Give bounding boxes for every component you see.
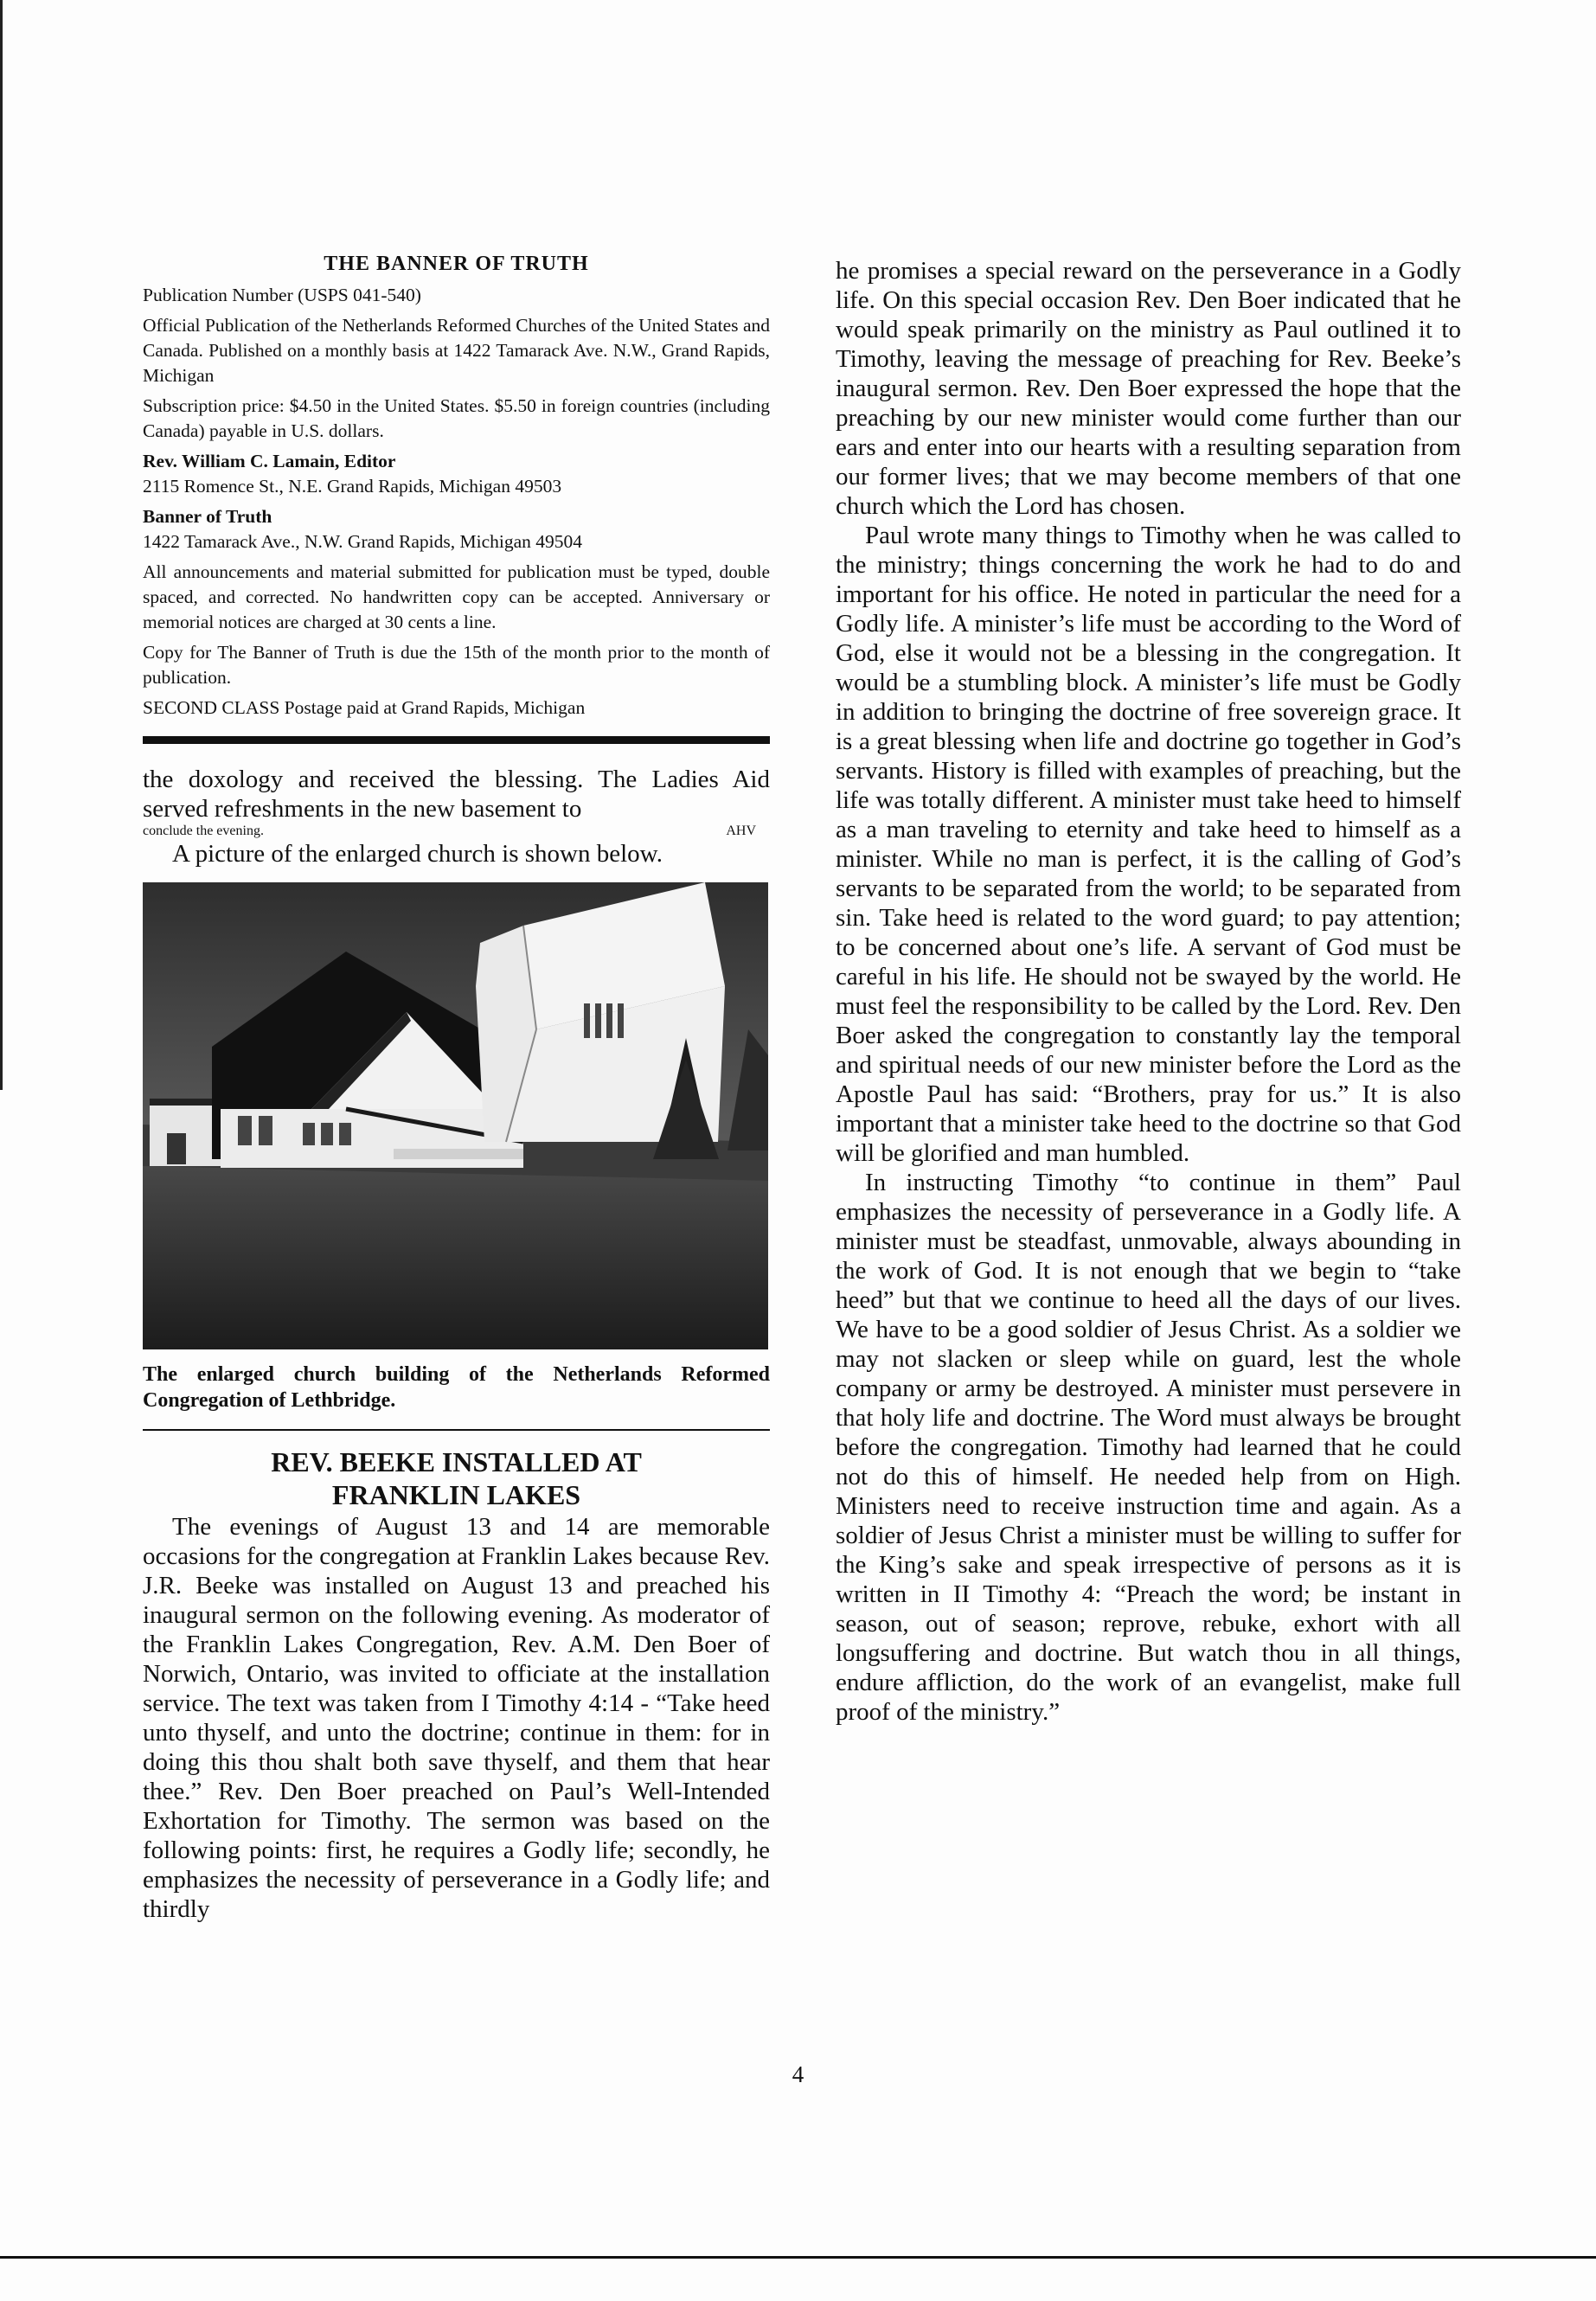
banner-address: 1422 Tamarack Ave., N.W. Grand Rapids, Michigan 49504: [143, 531, 583, 552]
page-number: 4: [792, 2061, 804, 2087]
article-paragraph-1: The evenings of August 13 and 14 are memorable occasions for the congregation at Franklin Lakes because Rev. J.R. Beeke was installed on August 13 and preached his inaugural sermon on the following evening. As moderator of the Franklin Lakes Congregation, Rev. A.M. Den Boer of Norwich, Ontario, was invited to officiate at the installation service. The text was taken from I Timothy 4:14 - “Take heed unto thyself, and unto the doctrine; continue in them: for in doing this thou shalt both save thyself, and them that hear thee.” Rev. Den Boer preached on Paul’s Well-Intended Exhortation for Timothy. The sermon was based on the following points: first, he requires a Godly life; secondly, he emphasizes the necessity of perseverance in a Godly life; and thirdly: [143, 1513, 770, 1923]
bottom-edge-rule: [0, 2256, 1596, 2259]
article-paragraph-2: he promises a special reward on the perseverance in a Godly life. On this special occasion Rev. Den Boer indicated that he would speak primarily on the ministry as Paul outlined it to Timothy, leaving the message of preaching for Rev. Beeke’s inaugural sermon. Rev. Den Boer expressed the hope that the preaching by our new minister would come further than our ears and enter into our hearts with a resulting separation from our former lives; that we may become members of that one church which the Lord has chosen.: [836, 257, 1461, 520]
masthead: [143, 253, 770, 721]
publication-number: Publication Number (USPS 041-540): [143, 285, 421, 305]
postage-notice: SECOND CLASS Postage paid at Grand Rapids, Michigan: [143, 697, 586, 718]
lethbridge-paragraph-main: the doxology and received the blessing. The Ladies Aid served refreshments in the new basement to: [143, 766, 770, 823]
article-paragraph-4: In instructing Timothy “to continue in them” Paul emphasizes the necessity of perseverance in a Godly life. A minister must be steadfast, unmovable, always abounding in the work of God. It is not enough that we begin to “take heed” but that we continue to heed all the days of our lives. We have to be a good soldier of Jesus Christ. As a soldier we may not slacken or sleep while on guard, lest the whole company or army be destroyed. A minister must persevere in that holy life and doctrine. The Word must always be brought before the congregation. Timothy had learned that he could not do this of himself. He needed help from on High. Ministers need to receive instruction time and again. As a soldier of Jesus Christ a minister must be willing to suffer for the King’s sake and speak irrespective of persons as it is written in II Timothy 4: “Preach the word; be instant in season, out of season; reprove, rebuke, exhort with all longsuffering and doctrine. But watch thou in all things, endure affliction, do the work of an evangelist, make full proof of the ministry.”: [836, 1169, 1461, 1726]
installation-article-start: [143, 1446, 770, 1924]
official-publication: Official Publication of the Netherlands Reformed Churches of the United States and Canada. Published on a monthly basis at 1422 Tamarack Ave. N.W., Grand Rapids, Michigan: [143, 315, 770, 386]
banner-name: Banner of Truth: [143, 506, 272, 527]
installation-article-continued: [836, 256, 1461, 1727]
editor-name: Rev. William C. Lamain, Editor: [143, 451, 396, 471]
right-column: [836, 256, 1461, 1727]
article-headline-line-1: REV. BEEKE INSTALLED AT: [271, 1446, 642, 1477]
announcements-notice: All announcements and material submitted for publication must be typed, double spaced, and corrected. No handwritten copy can be accepted. Anniversary or memorial notices are charged at 30 cents a line.: [143, 561, 770, 632]
section-divider: [143, 1429, 770, 1431]
subscription-price: Subscription price: $4.50 in the United States. $5.50 in foreign countries (including Canada) payable in U.S. dollars.: [143, 395, 770, 441]
editor-address: 2115 Romence St., N.E. Grand Rapids, Michigan 49503: [143, 476, 562, 497]
masthead-divider: [143, 736, 770, 744]
masthead-title: THE BANNER OF TRUTH: [324, 253, 589, 275]
author-signature: AHV: [726, 824, 756, 838]
left-edge-rule: [0, 0, 3, 1090]
article-paragraph-3: Paul wrote many things to Timothy when he was called to the ministry; things concerning the work he had to do and important for his office. He noted in particular the need for a Godly life. A minister’s life must be according to the Word of God, else it would not be a blessing in the congregation. It would be a stumbling block. A minister’s life must be Godly in addition to bringing the doctrine of free sovereign grace. It is a great blessing when life and doctrine go together in God’s servants. History is filled with examples of preaching, but the life was totally different. A minister must take heed to himself as a man traveling to eternity and take heed to himself as a minister. While no man is perfect, it is the calling of God’s servants to be separated from the world; to be separated from sin. Take heed is related to the word guard; to pay attention; to be concerned about one’s life. A servant of God must be careful in his life. He should not be swayed by the world. He must feel the responsibility to be called by the Lord. Rev. Den Boer asked the congregation to constantly lay the temporal and spiritual needs of our new minister before the Lord as the Apostle Paul has said: “Brothers, pray for us.” It is also important that a minister take heed to the doctrine so that God will be glorified and man humbled.: [836, 522, 1461, 1167]
left-column: [143, 253, 770, 1924]
picture-note: A picture of the enlarged church is shown below.: [172, 840, 663, 868]
article-headline-line-2: FRANKLIN LAKES: [331, 1479, 581, 1510]
lethbridge-paragraph-last: conclude the evening.: [143, 824, 264, 838]
church-photo: [143, 882, 768, 1349]
lethbridge-report: [143, 765, 770, 868]
photo-caption: The enlarged church building of the Netherlands Reformed Congregation of Lethbridge.: [143, 1363, 770, 1412]
signature-row: [143, 824, 770, 839]
copy-due-notice: Copy for The Banner of Truth is due the 15th of the month prior to the month of publication.: [143, 642, 770, 688]
